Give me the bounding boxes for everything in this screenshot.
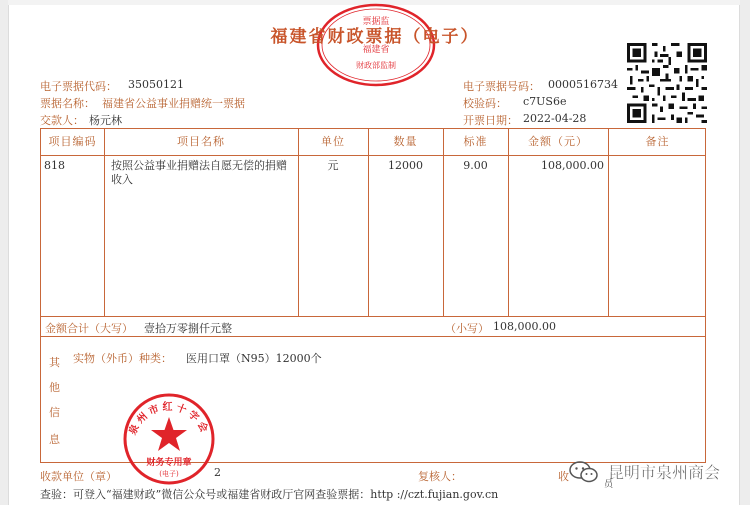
viewer-left-margin (0, 0, 9, 505)
col-divider-4 (443, 129, 444, 317)
bill-number-value: 0000516734 (548, 78, 618, 91)
col-divider-3 (368, 129, 369, 317)
other-info-char-1: 其 (49, 356, 60, 369)
item-code: 818 (44, 159, 65, 172)
watermark-sub: 员 (604, 480, 614, 490)
bill-code-value: 35050121 (128, 78, 184, 91)
column-header-code: 项目编码 (48, 135, 97, 148)
header-row-divider (41, 155, 705, 156)
item-standard: 9.00 (463, 159, 488, 172)
issue-date-value: 2022-04-28 (523, 112, 587, 125)
document-title: 福建省财政票据（电子） (270, 27, 480, 47)
payer-value: 杨元林 (89, 114, 122, 127)
bill-number-label: 电子票据号码： (463, 80, 540, 93)
column-header-remark: 备注 (645, 135, 670, 148)
item-unit: 元 (327, 159, 339, 172)
bill-name-label: 票据名称： (40, 97, 95, 110)
col-divider-6 (608, 129, 609, 317)
total-lower-label: （小写） (445, 322, 489, 335)
wechat-icon (568, 460, 600, 484)
check-code-value: c7US6e (523, 95, 567, 108)
column-header-standard: 标准 (463, 135, 488, 148)
seal-center-text: 财务专用章 (146, 458, 192, 468)
verify-instructions: 查验：可登入“福建财政”微信公众号或福建省财政厅官网查验票据：http ://czt.fujian.gov.cn (40, 488, 499, 501)
total-upper-value: 壹拾万零捌仟元整 (144, 322, 232, 335)
check-code-label: 校验码： (463, 97, 507, 110)
bill-code-label: 电子票据代码： (40, 80, 117, 93)
item-name: 按照公益事业捐赠法自愿无偿的捐赠收入 (111, 159, 287, 186)
col-divider-2 (298, 129, 299, 317)
other-info-char-3: 信 (49, 406, 60, 419)
seal-top-line-1: 票据监 (362, 17, 390, 27)
reviewer-suffix: 收 (558, 470, 569, 483)
item-quantity: 12000 (388, 159, 423, 172)
goods-type-value: 医用口罩（N95）12000个 (186, 352, 322, 365)
col-divider-5 (508, 129, 509, 317)
viewer-right-margin (739, 0, 750, 505)
reviewer-label: 复核人： (418, 470, 462, 483)
seal-sub-text: (电子) (159, 470, 179, 478)
total-upper-label: 金额合计（大写） (45, 322, 133, 335)
watermark-text: 昆明市泉州商会 (608, 463, 721, 482)
total-lower-value: 108,000.00 (493, 320, 556, 333)
other-info-char-2: 他 (49, 381, 60, 394)
item-amount: 108,000.00 (541, 159, 604, 172)
payee-unit-label: 收款单位（章） (40, 470, 117, 483)
payee-suffix: 2 (214, 466, 221, 479)
other-info-char-4: 息 (49, 433, 60, 446)
red-cross-finance-seal (120, 393, 218, 485)
bill-name-value: 福建省公益事业捐赠统一票据 (102, 97, 245, 110)
col-divider-1 (104, 129, 105, 317)
qr-code (627, 43, 707, 123)
issue-date-label: 开票日期： (463, 114, 518, 127)
items-bottom-divider (41, 316, 705, 317)
wechat-watermark (568, 460, 738, 488)
seal-top-line-3: 财政部监制 (356, 61, 396, 70)
seal-top-line-2: 福建省 (362, 45, 390, 55)
payer-label: 交款人： (40, 114, 84, 127)
seal-ring-text: 泉州市红十字会 (127, 402, 211, 437)
goods-type-label: 实物（外币）种类： (73, 352, 172, 365)
column-header-quantity: 数量 (393, 135, 418, 148)
total-row-divider (41, 336, 705, 337)
column-header-unit: 单位 (321, 135, 345, 148)
column-header-amount: 金额（元） (528, 135, 588, 148)
column-header-name: 项目名称 (177, 135, 225, 148)
